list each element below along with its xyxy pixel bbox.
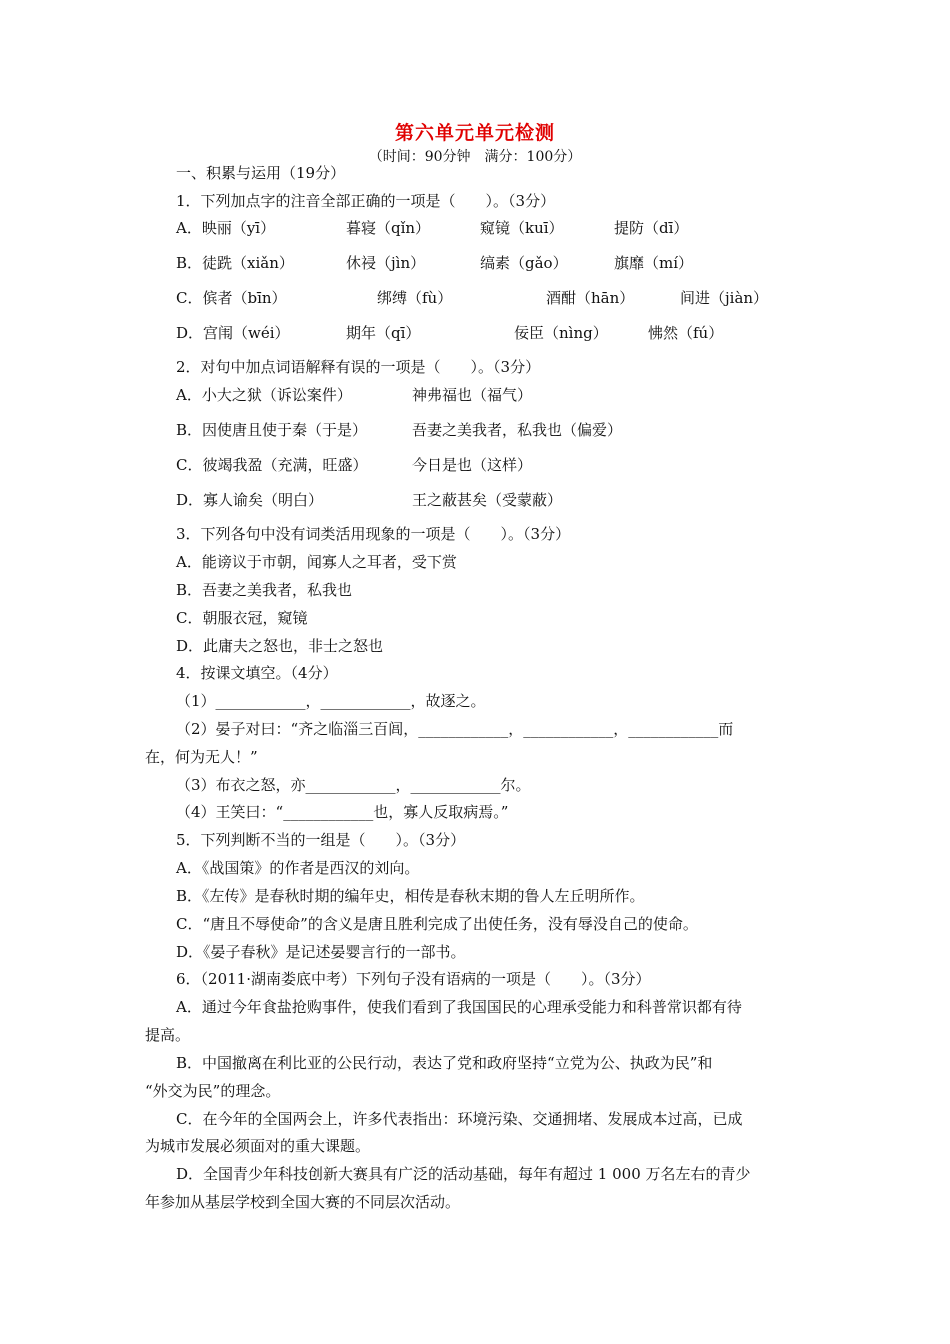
q4-blank-line: 在，何为无人！” [145, 748, 258, 766]
q6-option-line: C．在今年的全国两会上，许多代表指出：环境污染、交通拥堵、发展成本过高，已成 [176, 1110, 743, 1128]
q5-option: A．《战国策》的作者是西汉的刘向。 [176, 859, 420, 877]
q4-stem: 4．按课文填空。（4分） [176, 664, 338, 682]
q6-option-line: 为城市发展必须面对的重大课题。 [145, 1137, 371, 1155]
q1-option: 酒酣（hān） [546, 289, 635, 307]
page-subtitle: （时间：90分钟 满分：100分） [368, 149, 582, 165]
q2-option: C．彼竭我盈（充满，旺盛） [176, 456, 368, 474]
q1-option: 怫然（fú） [648, 324, 724, 342]
q1-option: 佞臣（nìng） [514, 324, 608, 342]
q3-option: B．吾妻之美我者，私我也 [176, 581, 353, 599]
section-heading: 一、积累与运用（19分） [176, 164, 346, 182]
q2-option: 神弗福也（福气） [412, 386, 533, 404]
q5-option: B．《左传》是春秋时期的编年史，相传是春秋末期的鲁人左丘明所作。 [176, 887, 645, 905]
q2-option: 今日是也（这样） [412, 456, 533, 474]
q1-option: C．傧者（bīn） [176, 289, 287, 307]
q6-option-line: 年参加从基层学校到全国大赛的不同层次活动。 [145, 1193, 461, 1211]
q4-blank-line: （4）王笑曰：“____________也，寡人反取病焉。” [176, 803, 509, 821]
q5-stem: 5．下列判断不当的一组是（ ）。（3分） [176, 831, 466, 849]
q1-option: 窥镜（kuī） [480, 219, 564, 237]
q1-option: 间进（jiàn） [680, 289, 769, 307]
q2-option: B．因使唐且使于秦（于是） [176, 421, 368, 439]
q1-option: 暮寝（qǐn） [346, 219, 431, 237]
q2-stem: 2．对句中加点词语解释有误的一项是（ ）。（3分） [176, 358, 541, 376]
q3-option: D．此庸夫之怒也，非士之怒也 [176, 637, 384, 655]
q6-option-line: D．全国青少年科技创新大赛具有广泛的活动基础，每年有超过 1 000 万名左右的青少 [176, 1165, 751, 1183]
q2-option: A．小大之狱（诉讼案件） [176, 386, 352, 404]
q3-option: C．朝服衣冠，窥镜 [176, 609, 308, 627]
q3-option: A．能谤议于市朝，闻寡人之耳者，受下赏 [176, 553, 457, 571]
q1-option: 提防（dī） [614, 219, 689, 237]
q1-option: 休祲（jìn） [346, 254, 426, 272]
q6-option-line: “外交为民”的理念。 [145, 1082, 281, 1100]
q6-option-line: B．中国撤离在利比亚的公民行动，表达了党和政府坚持“立党为公、执政为民”和 [176, 1054, 713, 1072]
q1-option: D．宫闱（wéi） [176, 324, 290, 342]
q1-stem: 1．下列加点字的注音全部正确的一项是（ ）。（3分） [176, 192, 556, 210]
q1-option: 缟素（gǎo） [480, 254, 568, 272]
q1-option: 绑缚（fù） [377, 289, 453, 307]
q5-option: C．“唐且不辱使命”的含义是唐且胜利完成了出使任务，没有辱没自己的使命。 [176, 915, 698, 933]
q5-option: D．《晏子春秋》是记述晏婴言行的一部书。 [176, 943, 466, 961]
page-title: 第六单元单元检测 [394, 122, 555, 144]
q6-stem: 6．（2011·湖南娄底中考）下列句子没有语病的一项是（ ）。（3分） [176, 970, 651, 988]
q6-option-line: 提高。 [145, 1026, 191, 1044]
q1-option: 旗靡（mí） [614, 254, 694, 272]
q1-option: 期年（qī） [346, 324, 421, 342]
q4-blank-line: （2）晏子对曰：“齐之临淄三百闾，____________，____________，____________而 [176, 720, 734, 738]
q3-stem: 3．下列各句中没有词类活用现象的一项是（ ）。（3分） [176, 525, 571, 543]
q2-option: D．寡人谕矣（明白） [176, 491, 324, 509]
q2-option: 吾妻之美我者，私我也（偏爱） [412, 421, 623, 439]
q1-option: B．徒跣（xiǎn） [176, 254, 294, 272]
q4-blank-line: （1）____________，____________，故逐之。 [176, 692, 486, 710]
q2-option: 王之蔽甚矣（受蒙蔽） [412, 491, 563, 509]
q6-option-line: A．通过今年食盐抢购事件，使我们看到了我国国民的心理承受能力和科普常识都有待 [176, 998, 742, 1016]
q4-blank-line: （3）布衣之怒，亦____________，____________尔。 [176, 776, 531, 794]
q1-option: A．映丽（yī） [176, 219, 276, 237]
